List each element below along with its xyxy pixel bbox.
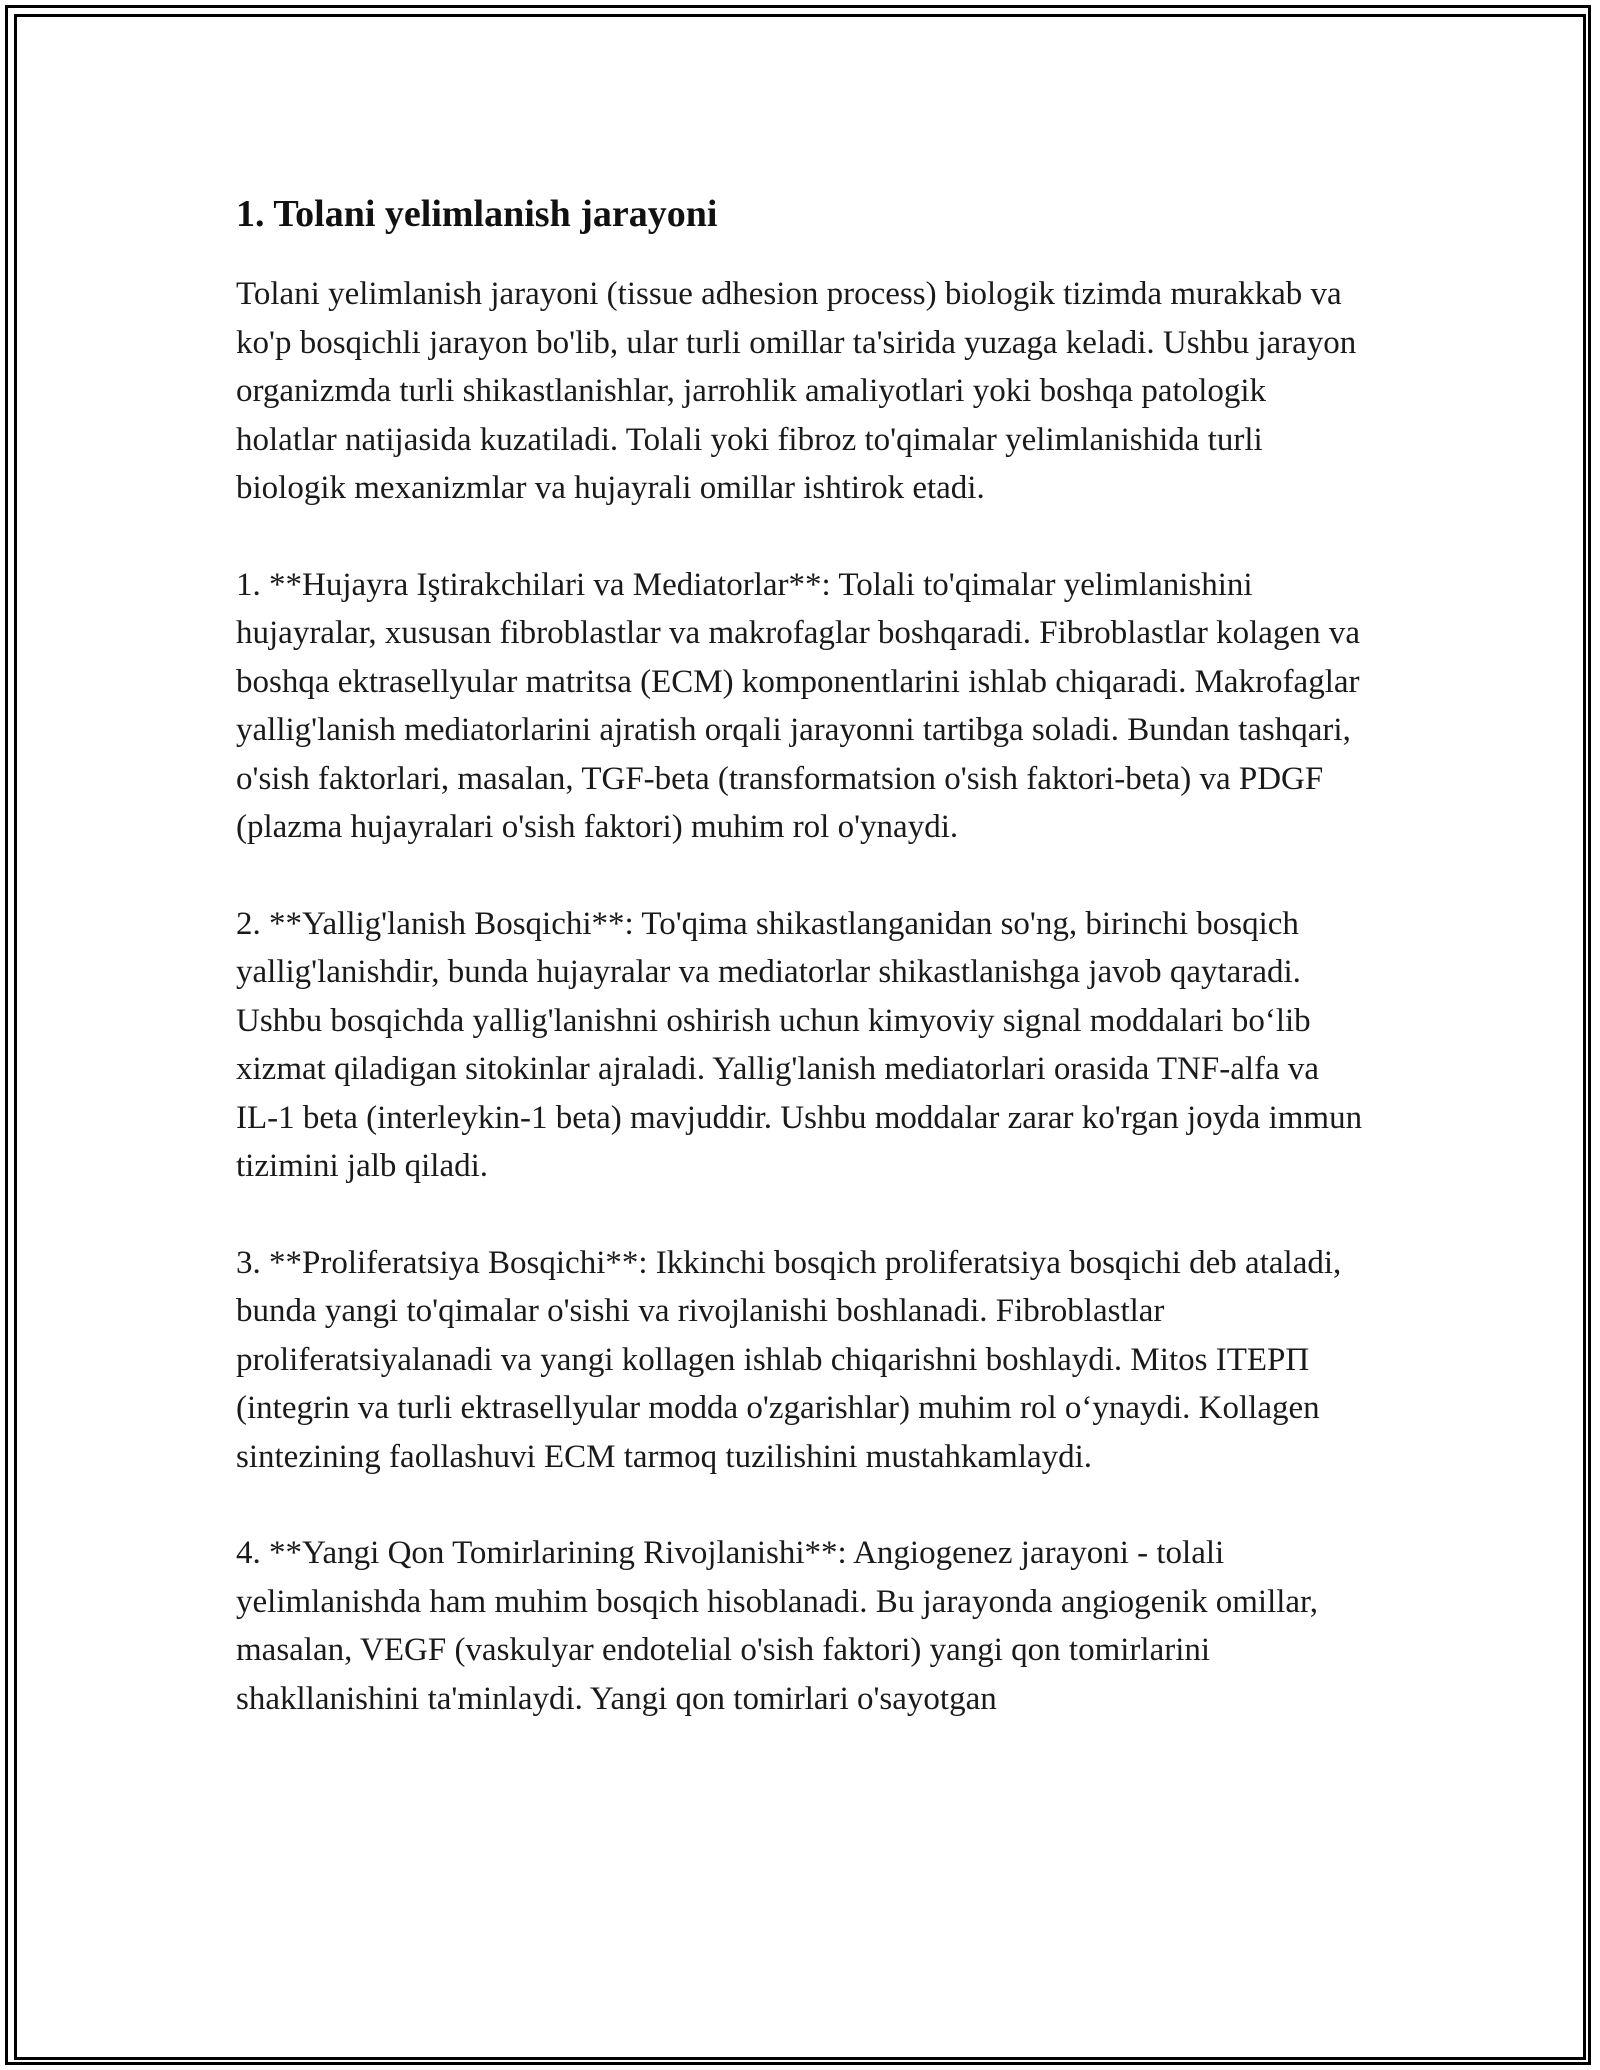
paragraph-angiogenesis: 4. **Yangi Qon Tomirlarining Rivojlanishi**: Angiogenez jarayoni - tolali yelimlanishda ham muhim bosqich hisoblanadi. Bu jarayonda angiogenik omillar, masalan, VEGF (vaskulyar endotelial o'sish faktori) yangi qon tomirlarini shakllanishini ta'minlaydi. Yangi qon tomirlari o'sayotgan — [236, 1535, 1318, 1717]
paragraph-inflammation-stage: 2. **Yallig'lanish Bosqichi**: To'qima shikastlanganidan so'ng, birinchi bosqich yallig'lanishdir, bunda hujayralar va mediatorlar shikastlanishga javob qaytaradi. Ushbu bosqichda yallig'lanishni oshirish uchun kimyoviy signal moddalari bo‘lib xizmat qiladigan sitokinlar ajraladi. Yallig'lanish mediatorlari orasida TNF-alfa va IL-1 beta (interleykin-1 beta) mavjuddir. Ushbu moddalar zarar ko'rgan joyda immun tizimini jalb qiladi. — [236, 905, 1363, 1184]
document-body — [236, 188, 1366, 1771]
paragraph-cell-participants: 1. **Hujayra Iştirakchilari va Mediatorlar**: Tolali to'qimalar yelimlanishini hujayralar, xususan fibroblastlar va makrofaglar boshqaradi. Fibroblastlar kolagen va boshqa ektrasellyular matritsa (ECM) komponentlarini ishlab chiqaradi. Makrofaglar yallig'lanish mediatorlarini ajratish orqali jarayonni tartibga soladi. Bundan tashqari, o'sish faktorlari, masalan, TGF-beta (transformatsion o'sish faktori-beta) va PDGF (plazma hujayralari o'sish faktori) muhim rol o'ynaydi. — [236, 566, 1360, 845]
intro-paragraph: Tolani yelimlanish jarayoni (tissue adhesion process) biologik tizimda murakkab va ko'p bosqichli jarayon bo'lib, ular turli omillar ta'sirida yuzaga keladi. Ushbu jarayon organizmda turli shikastlanishlar, jarrohlik amaliyotlari yoki boshqa patologik holatlar natijasida kuzatiladi. Tolali yoki fibroz to'qimalar yelimlanishida turli biologik mexanizmlar va hujayrali omillar ishtirok etadi. — [236, 276, 1357, 506]
paragraph-proliferation-stage: 3. **Proliferatsiya Bosqichi**: Ikkinchi bosqich proliferatsiya bosqichi deb ataladi, bunda yangi to'qimalar o'sishi va rivojlanishi boshlanadi. Fibroblastlar proliferatsiyalanadi va yangi kollagen ishlab chiqarishni boshlaydi. Mitos ITEPП (integrin va turli ektrasellyular modda o'zgarishlar) muhim rol o‘ynaydi. Kollagen sintezining faollashuvi ECM tarmoq tuzilishini mustahkamlaydi. — [236, 1244, 1342, 1475]
page-title: 1. Tolani yelimlanish jarayoni — [236, 193, 718, 235]
